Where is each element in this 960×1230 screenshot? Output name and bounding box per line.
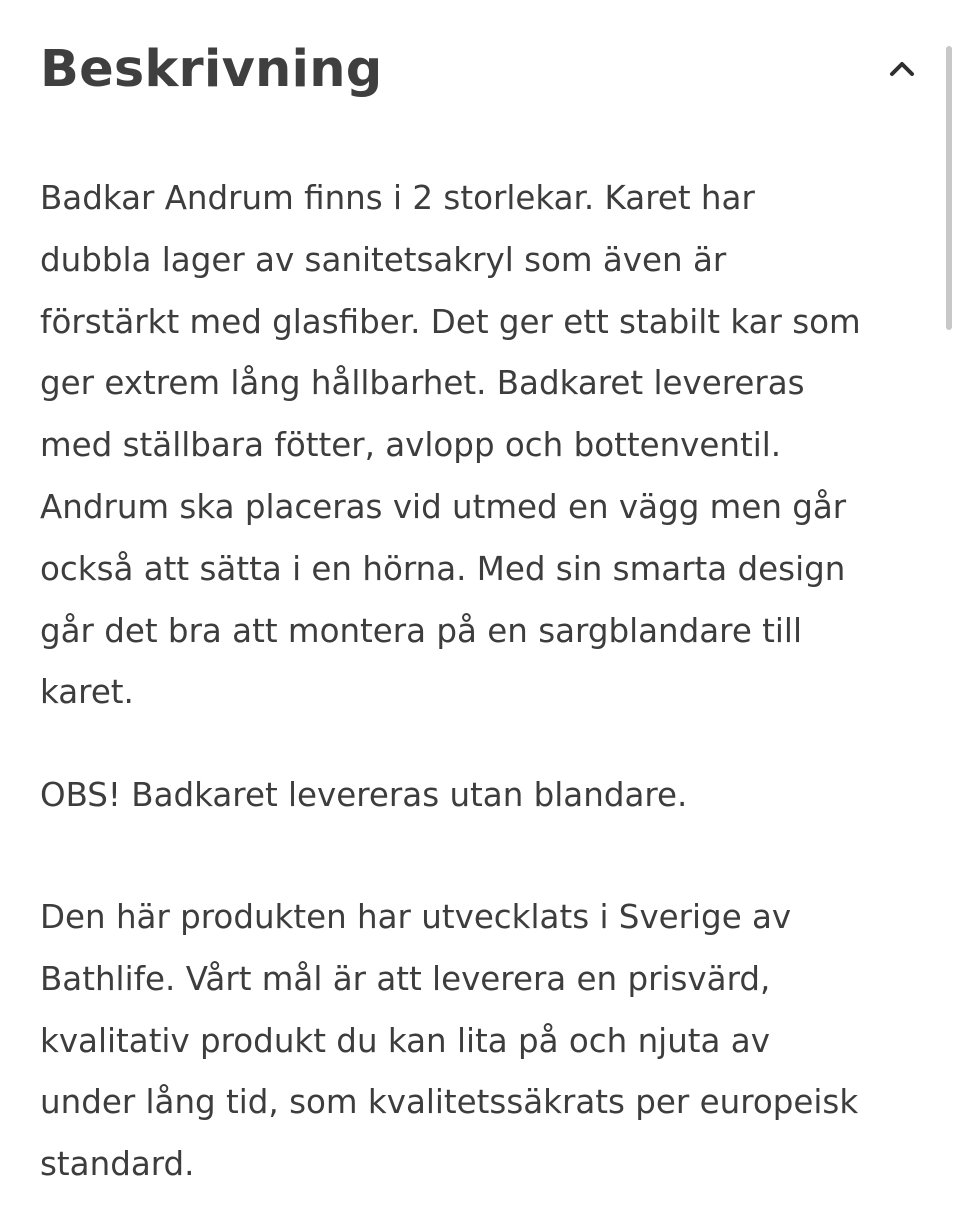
description-paragraph-origin: Den här produkten har utvecklats i Sverige av Bathlife. Vårt mål är att leverera en prisvärd, kvalitativ produkt du kan lita på och njuta av under lång tid, som kvalitetssäkrats per europeisk standard. [40, 897, 859, 1184]
description-accordion-header[interactable] [40, 34, 920, 114]
description-paragraph-intro: Badkar Andrum finns i 2 storlekar. Karet har dubbla lager av sanitetsakryl som även är förstärkt med glasfiber. Det ger ett stabilt kar som ger extrem lång hållbarhet. Badkaret levereras med ställbara fötter, avlopp och bottenventil. Andrum ska placeras vid utmed en vägg men går också att sätta i en hörna. Med sin smarta design går det bra att montera på en sargblandare till karet. [40, 179, 861, 712]
chevron-up-icon[interactable] [884, 51, 920, 87]
scrollbar-thumb[interactable] [946, 46, 952, 330]
chevron-up-icon-graphic [884, 51, 920, 87]
description-paragraph-note: OBS! Badkaret levereras utan blandare. [40, 776, 688, 815]
description-body [40, 168, 920, 1196]
section-title: Beskrivning [40, 40, 383, 99]
